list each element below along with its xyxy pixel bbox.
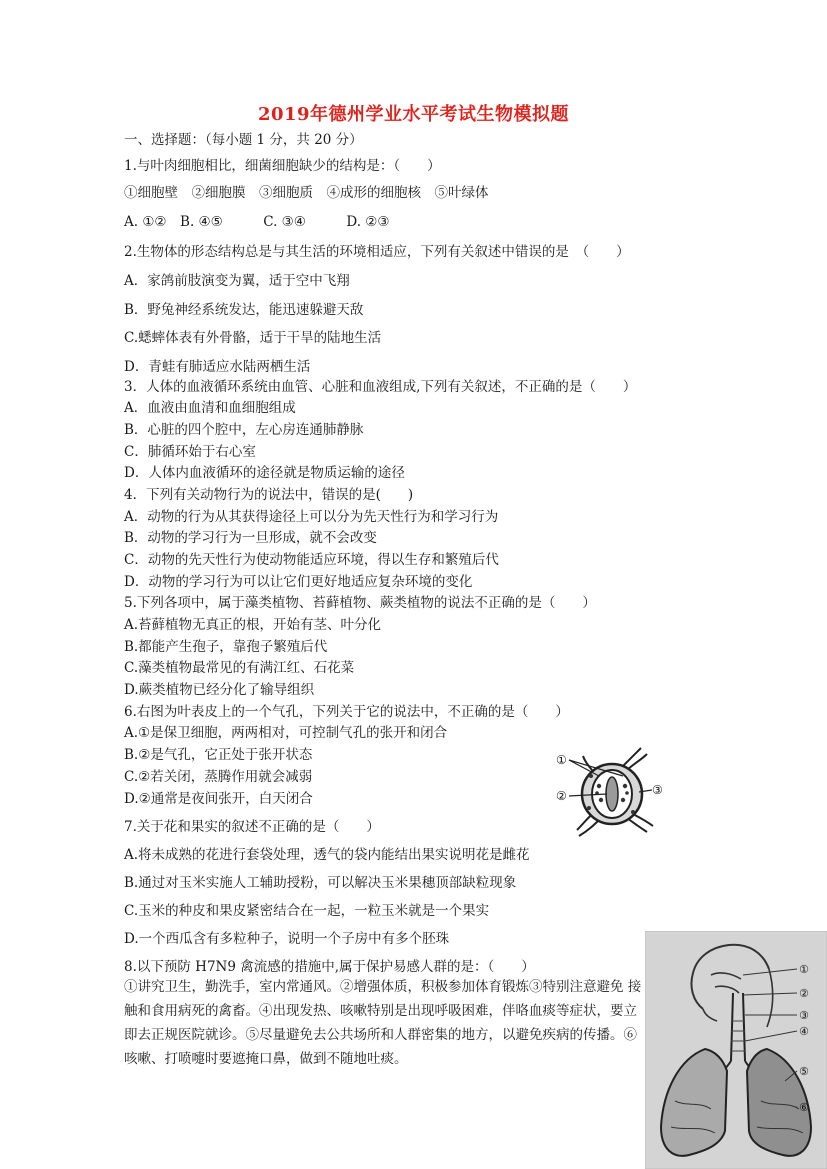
question-6-option-d: D.②通常是夜间张开，白天闭合 (124, 791, 313, 807)
question-5-option-d: D.蕨类植物已经分化了输导组织 (124, 682, 315, 698)
question-6-option-c: C.②若关闭，蒸腾作用就会减弱 (124, 769, 313, 785)
question-7-option-b: B.通过对玉米实施人工辅助授粉，可以解决玉米果穗顶部缺粒现象 (124, 875, 517, 891)
question-5-option-a: A.苔藓植物无真正的根，开始有茎、叶分化 (124, 617, 382, 633)
resp-label-6: ⑥ (799, 1101, 809, 1114)
resp-label-2: ② (799, 987, 809, 1000)
question-1-items: ①细胞壁 ②细胞膜 ③细胞质 ④成形的细胞核 ⑤叶绿体 (124, 185, 489, 201)
question-5-option-c: C.藻类植物最常见的有满江红、石花菜 (124, 660, 355, 676)
question-7-option-c: C.玉米的种皮和果皮紧密结合在一起，一粒玉米就是一个果实 (124, 903, 490, 919)
question-7-option-a: A.将未成熟的花进行套袋处理，透气的袋内能结出果实说明花是雌花 (124, 847, 530, 863)
section-heading: 一、选择题：（每小题 1 分，共 20 分） (124, 132, 363, 148)
question-3: 3．人体的血液循环系统由血管、心脏和血液组成,下列有关叙述，不正确的是（ ） (124, 379, 637, 395)
question-1-options: A. ①② B. ④⑤ C. ③④ D. ②③ (124, 214, 390, 230)
stoma-label-2: ② (556, 789, 567, 803)
resp-label-4: ④ (799, 1025, 809, 1038)
page-title: 2019年德州学业水平考试生物模拟题 (257, 104, 570, 125)
question-2-option-d: D．青蛙有肺适应水陆两栖生活 (124, 359, 311, 375)
question-6-option-b: B.②是气孔，它正处于张开状态 (124, 747, 313, 763)
question-3-option-d: D．人体内血液循环的途径就是物质运输的途径 (124, 465, 405, 481)
question-8-measures: ①讲究卫生，勤洗手，室内常通风。②增强体质，积极参加体育锻炼③特别注意避免 接触和食用病死的禽畜。④出现发热、咳嗽特别是出现呼吸困难，伴咯血痰等症状，要立即去正规医院就诊。⑤尽量避免去公共场所和人群密集的地方，以避免疾病的传播。⑥咳嗽、打喷嚏时要遮掩口鼻，做到不随地吐痰。 (124, 979, 642, 1067)
question-1: 1.与叶肉细胞相比，细菌细胞缺少的结构是：（ ） (124, 158, 441, 174)
question-6: 6.右图为叶表皮上的一个气孔，下列关于它的说法中，不正确的是（ ） (124, 704, 569, 720)
question-3-option-b: B．心脏的四个腔中，左心房连通肺静脉 (124, 422, 364, 438)
question-7-option-d: D.一个西瓜含有多粒种子，说明一个子房中有多个胚珠 (124, 931, 450, 947)
question-5: 5.下列各项中，属于藻类植物、苔藓植物、蕨类植物的说法不正确的是（ ） (124, 595, 596, 611)
stoma-label-3: ③ (652, 783, 663, 797)
question-4-option-b: B．动物的学习行为一旦形成，就不会改变 (124, 530, 377, 546)
resp-label-5: ⑤ (799, 1065, 809, 1078)
question-2: 2.生物体的形态结构总是与其生活的环境相适应，下列有关叙述中错误的是 （ ） (124, 244, 630, 260)
stoma-figure (555, 742, 667, 842)
question-3-option-a: A．血液由血清和血细胞组成 (124, 400, 296, 416)
question-4: 4．下列有关动物行为的说法中，错误的是( ) (124, 487, 414, 503)
question-2-option-c: C.蟋蟀体表有外骨骼，适于干旱的陆地生活 (124, 330, 382, 346)
resp-label-1: ① (799, 963, 809, 976)
respiratory-system-figure (645, 931, 827, 1169)
question-2-option-b: B．野兔神经系统发达，能迅速躲避天敌 (124, 302, 364, 318)
question-2-option-a: A．家鸽前肢演变为翼，适于空中飞翔 (124, 273, 350, 289)
question-5-option-b: B.都能产生孢子，靠孢子繁殖后代 (124, 639, 328, 655)
question-8: 8.以下预防 H7N9 禽流感的措施中,属于保护易感人群的是：（ ） (124, 959, 535, 975)
question-7: 7.关于花和果实的叙述不正确的是（ ） (124, 819, 380, 835)
question-3-option-c: C．肺循环始于右心室 (124, 444, 256, 460)
resp-label-3: ③ (799, 1009, 809, 1022)
question-4-option-a: A．动物的行为从其获得途径上可以分为先天性行为和学习行为 (124, 509, 499, 525)
question-4-option-d: D．动物的学习行为可以让它们更好地适应复杂环境的变化 (124, 574, 473, 590)
question-6-option-a: A.①是保卫细胞，两两相对，可控制气孔的张开和闭合 (124, 725, 448, 741)
stoma-label-1: ① (556, 753, 567, 767)
question-4-option-c: C．动物的先天性行为使动物能适应环境，得以生存和繁殖后代 (124, 552, 499, 568)
